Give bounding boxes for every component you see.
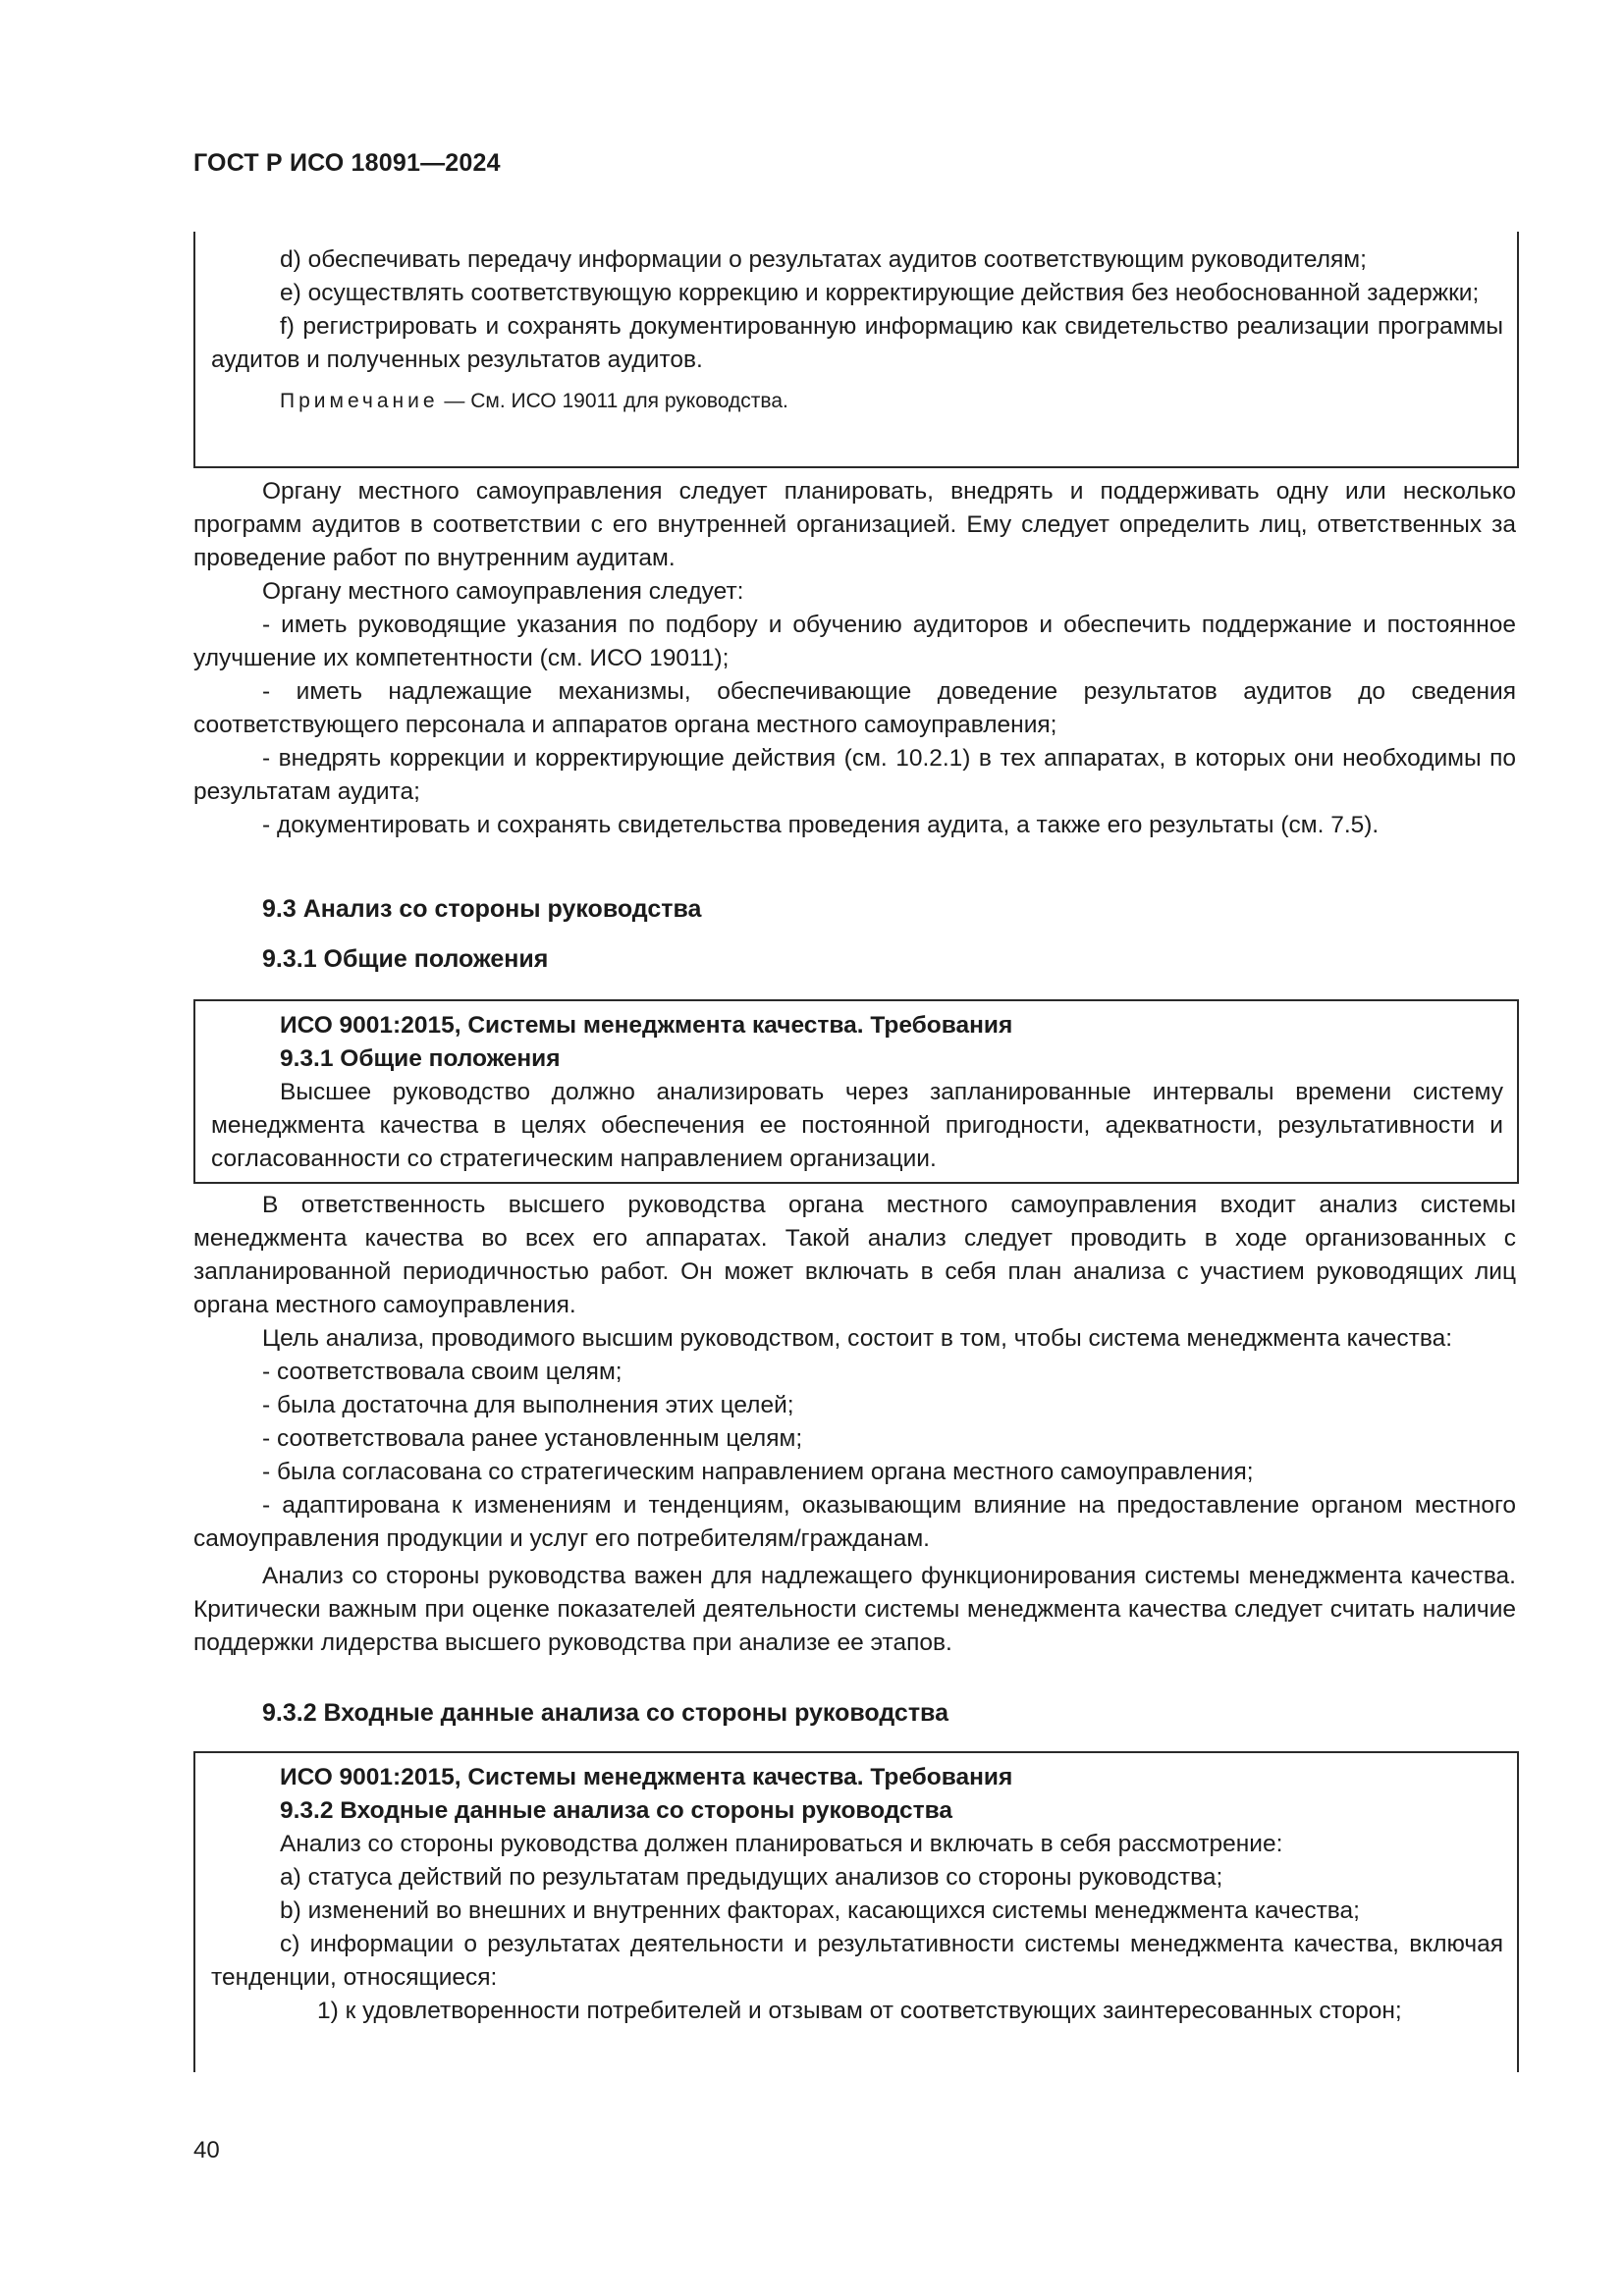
paragraph: Цель анализа, проводимого высшим руководством, состоит в том, чтобы система менеджмента качества: [262,1325,1453,1352]
note-label: Примечание [280,390,439,412]
list-item: - соответствовала своим целям; [262,1359,623,1385]
note [211,387,1503,416]
box-item-f: f) регистрировать и сохранять документированную информацию как свидетельство реализации программы аудитов и полученных результатов аудитов. [211,313,1503,373]
page-number: 40 [193,2137,220,2163]
box-item-b: b) изменений во внешних и внутренних факторах, касающихся системы менеджмента качества; [280,1897,1360,1924]
list-item: - иметь надлежащие механизмы, обеспечивающие доведение результатов аудитов до сведения соответствующего персонала и аппаратов органа местного самоуправления; [193,678,1516,738]
note-text: — См. ИСО 19011 для руководства. [438,390,788,412]
box-subitem-1: 1) к удовлетворенности потребителей и отзывам от соответствующих заинтересованных сторон; [317,1998,1402,2024]
box-text: Анализ со стороны руководства должен планироваться и включать в себя рассмотрение: [280,1831,1283,1857]
requirements-box-9-3-2 [193,1751,1519,2072]
body-section-2 [193,1189,1516,1660]
paragraph: Органу местного самоуправления следует планировать, внедрять и поддерживать одну или несколько программ аудитов в соответствии с его внутренней организацией. Ему следует определить лиц, ответственных за проведение работ по внутренним аудитам. [193,478,1516,571]
box-item-d: d) обеспечивать передачу информации о результатах аудитов соответствующим руководителям; [280,246,1367,273]
paragraph: Анализ со стороны руководства важен для надлежащего функционирования системы менеджмента качества. Критически важным при оценке показателей деятельности системы менеджмента качества следует считать наличие поддержки лидерства высшего руководства при анализе ее этапов. [193,1563,1516,1656]
box-item-c: c) информации о результатах деятельности и результативности системы менеджмента качества, включая тенденции, относящиеся: [211,1931,1503,1991]
requirements-box-9-3-1 [193,999,1519,1184]
box-subtitle: 9.3.2 Входные данные анализа со стороны руководства [280,1797,953,1824]
list-item: - была достаточна для выполнения этих целей; [262,1392,794,1418]
paragraph: Органу местного самоуправления следует: [262,578,744,605]
list-item: - соответствовала ранее установленным целям; [262,1425,803,1452]
box-item-e: e) осуществлять соответствующую коррекцию и корректирующие действия без необоснованной задержки; [280,280,1480,306]
box-text: Высшее руководство должно анализировать через запланированные интервалы времени систему менеджмента качества в целях обеспечения ее постоянной пригодности, адекватности, результативности и согласованности со стратегическим направлением организации. [211,1079,1503,1172]
list-item: - иметь руководящие указания по подбору и обучению аудиторов и обеспечить поддержание и постоянное улучшение их компетентности (см. ИСО 19011); [193,612,1516,671]
list-item: - адаптирована к изменениям и тенденциям, оказывающим влияние на предоставление органом местного самоуправления продукции и услуг его потребителям/гражданам. [193,1492,1516,1552]
body-section-1 [193,475,1516,842]
list-item: - документировать и сохранять свидетельства проведения аудита, а также его результаты (см. 7.5). [262,812,1380,838]
box-title: ИСО 9001:2015, Системы менеджмента качества. Требования [280,1012,1013,1039]
section-heading-9-3-2: 9.3.2 Входные данные анализа со стороны руководства [262,1699,948,1727]
paragraph: В ответственность высшего руководства органа местного самоуправления входит анализ системы менеджмента качества во всех его аппаратах. Такой анализ следует проводить в ходе организованных с запланированной периодичностью работ. Он может включать в себя план анализа с участием руководящих лиц органа местного самоуправления. [193,1192,1516,1318]
box-title: ИСО 9001:2015, Системы менеджмента качества. Требования [280,1764,1013,1790]
box-subtitle: 9.3.1 Общие положения [280,1045,561,1072]
list-item: - была согласована со стратегическим направлением органа местного самоуправления; [262,1459,1254,1485]
list-item: - внедрять коррекции и корректирующие действия (см. 10.2.1) в тех аппаратах, в которых они необходимы по результатам аудита; [193,745,1516,805]
standard-header: ГОСТ Р ИСО 18091—2024 [193,149,501,177]
box-item-a: a) статуса действий по результатам предыдущих анализов со стороны руководства; [280,1864,1223,1891]
section-heading-9-3-1: 9.3.1 Общие положения [262,945,549,973]
requirements-box-continued [193,232,1519,468]
section-heading-9-3: 9.3 Анализ со стороны руководства [262,895,702,923]
